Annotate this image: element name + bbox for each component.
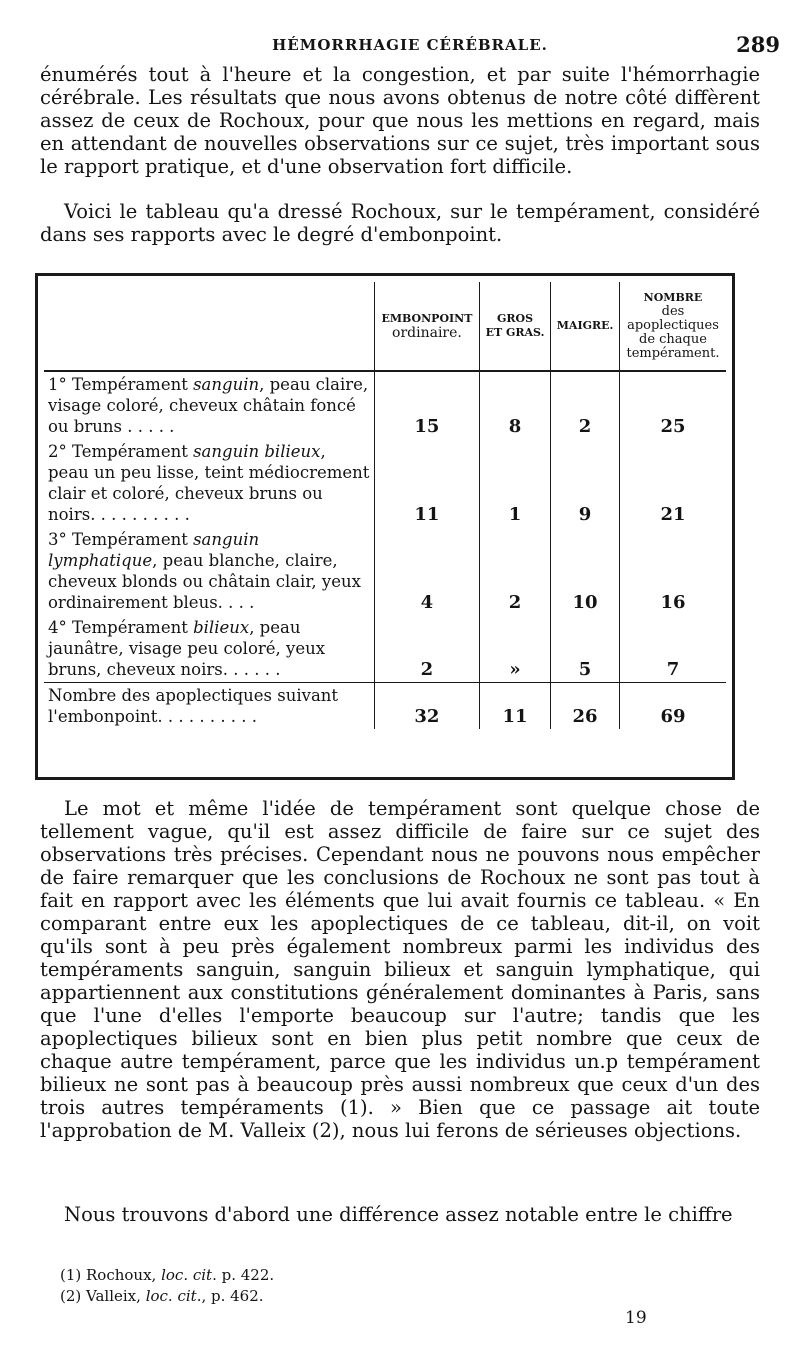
cell-total: 7 — [619, 615, 726, 683]
header-maigre: MAIGRE. — [551, 282, 620, 371]
footnote-2: (2) Valleix, loc. cit., p. 462. — [60, 1287, 264, 1305]
total-label: Nombre des apoplectiques suivant l'embonpoint. . . . . . . . . . — [44, 683, 375, 730]
cell-embonpoint: 4 — [375, 527, 480, 615]
total-gros: 11 — [479, 683, 550, 730]
cell-maigre: 5 — [551, 615, 620, 683]
cell-maigre: 9 — [551, 439, 620, 527]
total-nombre: 69 — [619, 683, 726, 730]
cell-total: 16 — [619, 527, 726, 615]
table-total-row — [44, 683, 726, 730]
cell-total: 21 — [619, 439, 726, 527]
total-maigre: 26 — [551, 683, 620, 730]
table-row — [44, 371, 726, 439]
footnote-1: (1) Rochoux, loc. cit. p. 422. — [60, 1266, 275, 1284]
cell-total: 25 — [619, 371, 726, 439]
header-empty-cell — [44, 282, 375, 371]
paragraph-intro: énumérés tout à l'heure et la congestion, et par suite l'hémorrhagie cérébrale. Les résultats que nous avons obtenus de notre côté diffèrent assez de ceux de Rochoux, pour que nous les mettions en regard, mais en attendant de nouvelles observations sur ce sujet, très important sous le rapport pratique, et d'une observation fort difficile. — [40, 63, 760, 178]
paragraph-discussion: Le mot et même l'idée de tempérament sont quelque chose de tellement vague, qu'il est assez difficile de faire sur ce sujet des observations très précises. Cependant nous ne pouvons nous empêcher de faire remarquer que les conclusions de Rochoux ne sont pas tout à fait en rapport avec les éléments que lui avait fournis ce tableau. « En comparant entre eux les apoplectiques de ce tableau, dit-il, on voit qu'ils sont à peu près également nombreux parmi les individus des tempéraments sanguin, sanguin bilieux et sanguin lymphatique, qui appartiennent aux constitutions généralement dominantes à Paris, sans que l'une d'elles l'emporte beaucoup sur l'autre; tandis que les apoplectiques bilieux sont en bien plus petit nombre que ceux de chaque autre tempérament, parce que les individus un.p tempérament bilieux ne sont pas à beaucoup près aussi nombreux que ceux d'un des trois autres tempéraments (1). » Bien que ce passage ait toute l'approbation de M. Valleix (2), nous lui ferons de sérieuses objections. — [40, 797, 760, 1142]
cell-maigre: 2 — [551, 371, 620, 439]
page-number: 289 — [736, 32, 780, 57]
page-header — [40, 32, 780, 62]
header-nombre: NOMBRE des apoplectiques de chaque tempérament. — [619, 282, 726, 371]
cell-embonpoint: 2 — [375, 615, 480, 683]
header-embonpoint: EMBONPOINT ordinaire. — [375, 282, 480, 371]
temperament-table — [35, 273, 735, 780]
running-head: HÉMORRHAGIE CÉRÉBRALE. — [272, 36, 548, 54]
cell-gros: 2 — [479, 527, 550, 615]
row-label: 3° Tempérament sanguin lymphatique, peau blanche, claire, cheveux blonds ou châtain clair, yeux ordinairement bleus. . . . — [48, 530, 361, 612]
signature-mark: 19 — [625, 1308, 647, 1328]
header-gros: GROS ET GRAS. — [479, 282, 550, 371]
footnotes — [60, 1265, 660, 1307]
paragraph-table-intro: Voici le tableau qu'a dressé Rochoux, sur le tempérament, considéré dans ses rapports avec le degré d'embonpoint. — [40, 200, 760, 246]
paragraph-continuation: Nous trouvons d'abord une différence assez notable entre le chiffre — [64, 1203, 733, 1226]
table-row — [44, 527, 726, 615]
cell-embonpoint: 11 — [375, 439, 480, 527]
table-row — [44, 615, 726, 683]
total-embonpoint: 32 — [375, 683, 480, 730]
cell-gros: 1 — [479, 439, 550, 527]
cell-gros: 8 — [479, 371, 550, 439]
cell-gros: » — [479, 615, 550, 683]
cell-embonpoint: 15 — [375, 371, 480, 439]
row-label: 4° Tempérament bilieux, peau jaunâtre, visage peu coloré, yeux bruns, cheveux noirs. . . . . . — [48, 618, 326, 679]
table-header-row — [44, 282, 726, 371]
row-label: 2° Tempérament sanguin bilieux, peau un peu lisse, teint médiocrement clair et coloré, cheveux bruns ou noirs. . . . . . . . . . — [48, 442, 370, 524]
cell-maigre: 10 — [551, 527, 620, 615]
table-row — [44, 439, 726, 527]
row-label: 1° Tempérament sanguin, peau claire, visage coloré, cheveux châtain foncé ou bruns . . . . . — [48, 375, 369, 436]
